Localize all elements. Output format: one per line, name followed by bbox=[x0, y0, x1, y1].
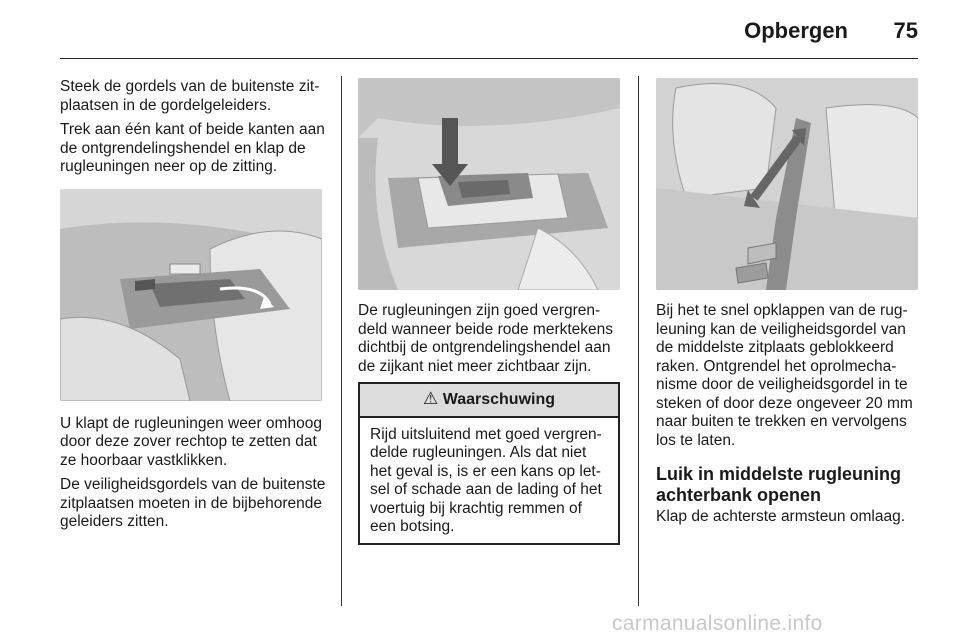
column-1 bbox=[60, 78, 326, 538]
warning-header bbox=[360, 384, 618, 418]
illustration-center-seatbelt bbox=[656, 78, 918, 290]
illustration-seatback-release-lever bbox=[60, 189, 322, 401]
watermark: carmanualsonline.info bbox=[612, 612, 823, 635]
paragraph: Klap de achterste armsteun omlaag. bbox=[656, 508, 905, 525]
warning-title: Waarschuwing bbox=[442, 391, 555, 408]
paragraph: U klapt de rugleuningen weer omhoog door deze zover rechtop te zetten dat ze hoorbaar vastklikken. bbox=[60, 414, 322, 469]
warning-triangle-icon: ⚠ bbox=[422, 389, 439, 408]
paragraph: De veiligheidsgordels van de buitenste zitplaatsen moeten in de bijbehorende geleiders zitten. bbox=[60, 476, 326, 530]
column-3 bbox=[656, 78, 920, 533]
column-divider-1 bbox=[341, 76, 342, 606]
column-divider-2 bbox=[638, 76, 639, 606]
page-title: Opbergen bbox=[744, 18, 848, 43]
paragraph: Trek aan één kant of beide kanten aan de ontgrendelingshendel en klap de rugleuningen neer op de zitting. bbox=[60, 121, 325, 175]
paragraph: Steek de gordels van de buitenste zitplaatsen in de gordelgeleiders. bbox=[60, 78, 320, 114]
illustration-lever-detail bbox=[358, 78, 620, 290]
paragraph: De rugleuningen zijn goed vergrendeld wanneer beide rode merktekens dichtbij de ontgrendelingshendel aan de zijkant niet meer zichtbaar zijn. bbox=[358, 302, 614, 375]
section-heading: Luik in middelste rugleuning achterbank openen bbox=[656, 464, 902, 505]
warning-box bbox=[358, 382, 620, 545]
column-2 bbox=[358, 78, 622, 545]
paragraph: Bij het te snel opklappen van de rugleuning kan de veiligheidsgordel van de middelste zitplaats geblokkeerd raken. Ontgrendel het oprolmechanisme door de veiligheidsgordel in te steken of door deze ongeveer 20 mm naar buiten te trekken en vervolgens los te laten. bbox=[656, 302, 913, 449]
page-number: 75 bbox=[893, 18, 918, 43]
header-divider bbox=[60, 58, 918, 59]
warning-text: Rijd uitsluitend met goed vergrendelde rugleuningen. Als dat niet het geval is, is er een kans op letsel of schade aan de lading of het voertuig bij krachtig remmen of een botsing. bbox=[370, 425, 602, 535]
